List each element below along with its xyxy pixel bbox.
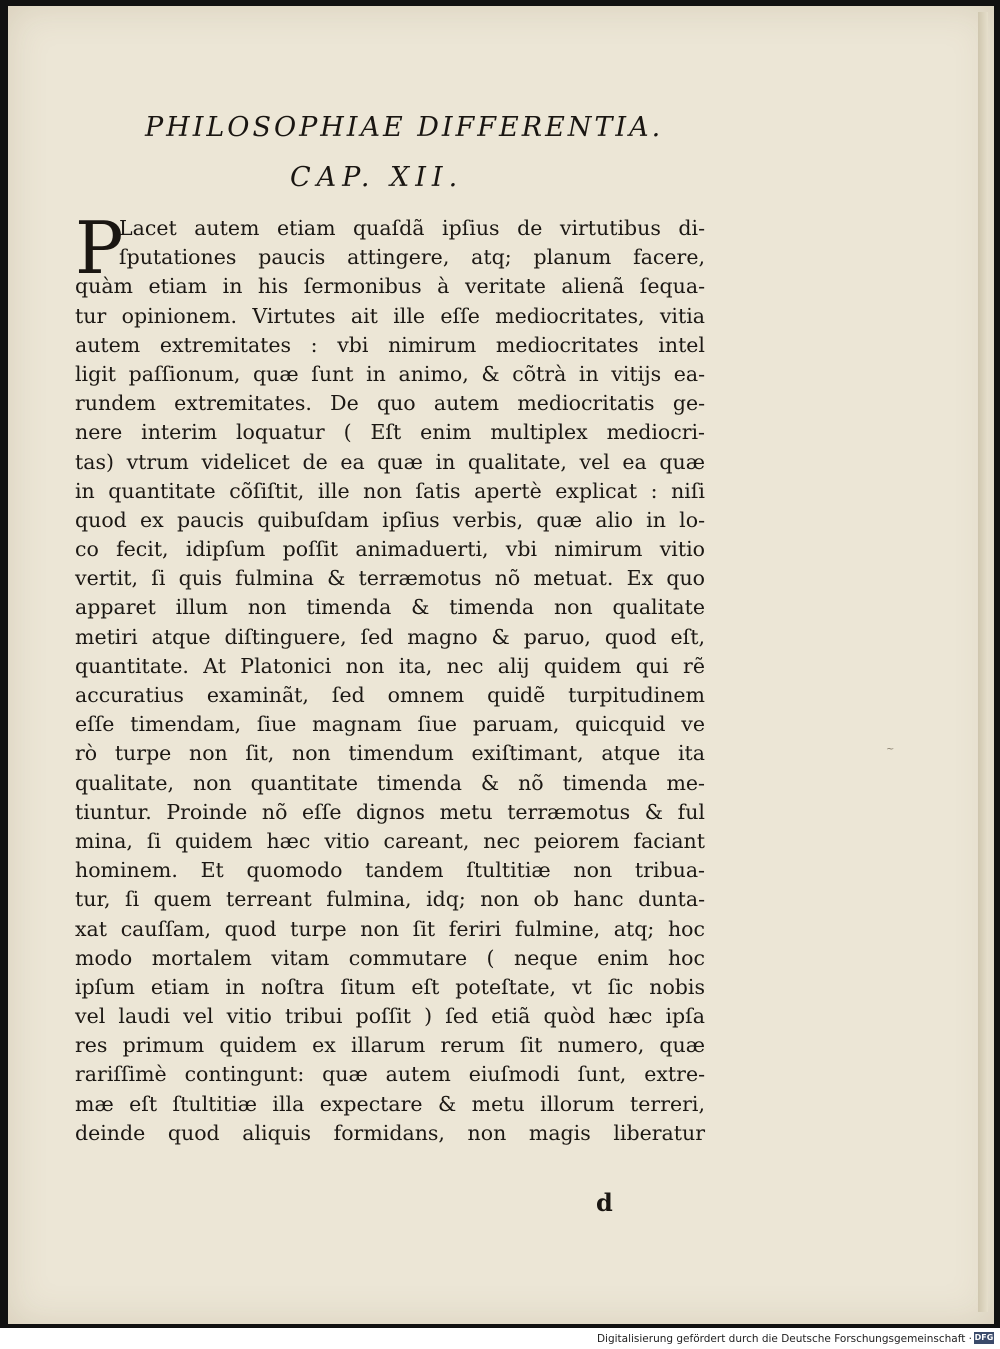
dfg-credit-text: Digitalisierung gefördert durch die Deutsche Forschungsgemeinschaft · <box>596 1333 972 1345</box>
text-line: tur, ſi quem terreant fulmina, idq; non ob hanc dunta- <box>75 887 705 912</box>
text-line: mina, ſi quidem hæc vitio careant, nec peiorem faciant <box>75 828 705 853</box>
text-line: Lacet autem etiam quaſdã ipſius de virtutibus di- <box>119 216 705 240</box>
text-line: quantitate. At Platonici non ita, nec alij quidem qui rẽ <box>75 653 705 678</box>
drop-cap: P <box>75 206 124 290</box>
chapter-heading: CAP. XII. <box>290 162 464 193</box>
text-line: tur opinionem. Virtutes ait ille eſſe mediocritates, vitia <box>75 303 705 328</box>
text-line: vertit, ſi quis fulmina & terræmotus nõ metuat. Ex quo <box>75 566 705 591</box>
text-line: ipſum etiam in noſtra ſitum eſt poteſtate, vt ſic nobis <box>75 974 705 999</box>
running-head: PHILOSOPHIAE DIFFERENTIA. <box>145 112 664 143</box>
text-line: hominem. Et quomodo tandem ſtultitiæ non tribua- <box>75 858 705 883</box>
text-line: co fecit, idipſum poſſit animaduerti, vbi nimirum vitio <box>75 537 705 562</box>
text-line: rundem extremitates. De quo autem mediocritatis ge- <box>75 391 705 416</box>
text-line: in quantitate cõſiſtit, ille non ſatis apertè explicat : niſi <box>75 478 705 503</box>
signature-mark: d <box>596 1188 613 1217</box>
text-line: rariſſimè contingunt: quæ autem eiuſmodi ſunt, extre- <box>75 1062 705 1087</box>
text-line: tas) vtrum videlicet de ea quæ in qualitate, vel ea quæ <box>75 449 705 474</box>
text-line: nere interim loquatur ( Eſt enim multiplex mediocri- <box>75 420 705 445</box>
text-line: quàm etiam in his ſermonibus à veritate alienã ſequa- <box>75 274 705 299</box>
text-line: xat cauſſam, quod turpe non ſit feriri fulmine, atq; hoc <box>75 916 705 941</box>
text-line: autem extremitates : vbi nimirum mediocritates intel <box>75 332 705 357</box>
text-line: eſſe timendam, ſiue magnam ſiue paruam, quicquid ve <box>75 712 705 737</box>
dfg-logo-icon: DFG <box>974 1333 994 1342</box>
text-line: tiuntur. Proinde nõ eſſe dignos metu terræmotus & ful <box>75 799 705 824</box>
text-line: modo mortalem vitam commutare ( neque enim hoc <box>75 945 705 970</box>
text-line: metiri atque diſtinguere, ſed magno & paruo, quod eſt, <box>75 624 705 649</box>
text-line: ſputationes paucis attingere, atq; planum facere, <box>119 245 705 270</box>
text-line: qualitate, non quantitate timenda & nõ timenda me- <box>75 770 705 795</box>
text-line: deinde quod aliquis formidans, non magis liberatur <box>75 1120 705 1145</box>
page-edge <box>978 12 988 1312</box>
text-line: quod ex paucis quibuſdam ipſius verbis, quæ alio in lo- <box>75 507 705 532</box>
text-line: apparet illum non timenda & timenda non qualitate <box>75 595 705 620</box>
text-line: rò turpe non ſit, non timendum exiſtimant, atque ita <box>75 741 705 766</box>
text-line: ligit paſſionum, quæ ſunt in animo, & cõtrà in vitijs ea- <box>75 361 705 386</box>
paper-speck: ~ <box>886 744 895 755</box>
text-line: vel laudi vel vitio tribui poſſit ) ſed etiã quòd hæc ipſa <box>75 1004 705 1029</box>
text-line: mæ eſt ſtultitiæ illa expectare & metu illorum terreri, <box>75 1091 705 1116</box>
text-line: res primum quidem ex illarum rerum ſit numero, quæ <box>75 1033 705 1058</box>
text-line: accuratius examinãt, ſed omnem quidẽ turpitudinem <box>75 683 705 707</box>
body-text <box>75 206 705 1148</box>
